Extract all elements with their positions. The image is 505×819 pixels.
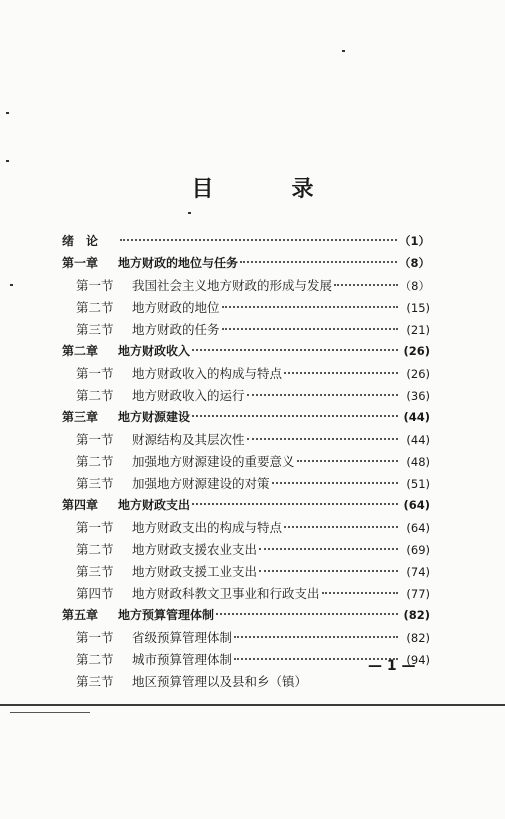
dot-leader bbox=[247, 438, 398, 440]
toc-entry-page: (26) bbox=[403, 344, 430, 358]
toc-section-row bbox=[62, 364, 430, 386]
dot-leader bbox=[192, 349, 398, 351]
toc-entry-title: 地方财政的地位 bbox=[132, 300, 220, 315]
toc-entry-title: 地方财政的地位与任务 bbox=[118, 256, 239, 270]
speck bbox=[188, 212, 191, 214]
toc-entry-page: (21) bbox=[406, 323, 430, 337]
toc-entry-page: (82) bbox=[403, 608, 430, 622]
toc-entry-number: 第一节 bbox=[76, 630, 114, 645]
toc-entry-page: (44) bbox=[406, 433, 430, 447]
toc-section-row bbox=[62, 474, 430, 496]
dot-leader bbox=[259, 570, 398, 572]
toc-entry-title: 地方财政收入 bbox=[118, 344, 191, 358]
toc-entry-title: 地方预算管理体制 bbox=[118, 608, 215, 622]
speck bbox=[6, 160, 9, 162]
toc-section-row bbox=[62, 584, 430, 606]
toc-entry-title: 地方财政收入的运行 bbox=[132, 388, 245, 403]
page-title: 目 录 bbox=[191, 177, 342, 202]
toc-entry-page: (82) bbox=[406, 631, 430, 645]
toc-entry-number: 第一节 bbox=[76, 366, 114, 381]
toc-entry-page: (15) bbox=[406, 301, 430, 315]
toc-chapter-row bbox=[62, 232, 430, 254]
toc-entry-page: （8） bbox=[398, 256, 430, 270]
dot-leader bbox=[222, 328, 398, 330]
toc-section-row bbox=[62, 386, 430, 408]
speck bbox=[10, 284, 13, 286]
page-number: — 1 — bbox=[368, 658, 416, 674]
toc-section-row bbox=[62, 298, 430, 320]
toc-entry-page: (36) bbox=[406, 389, 430, 403]
toc-chapter-row bbox=[62, 496, 430, 518]
toc-entry-title: 地方财政科教文卫事业和行政支出 bbox=[132, 586, 320, 601]
toc-entry-title: 加强地方财源建设的对策 bbox=[132, 476, 270, 491]
dot-leader bbox=[284, 372, 398, 374]
toc-entry-title: 地方财政支援工业支出 bbox=[132, 564, 258, 579]
dot-leader bbox=[120, 239, 397, 241]
toc-entry-number: 第三节 bbox=[76, 674, 114, 689]
toc-section-row bbox=[62, 540, 430, 562]
dot-leader bbox=[240, 261, 397, 263]
toc-entry-title: 地区预算管理以及县和乡（镇） bbox=[132, 674, 308, 689]
toc-entry-title: 我国社会主义地方财政的形成与发展 bbox=[132, 278, 333, 293]
toc-entry-number: 第四章 bbox=[62, 498, 99, 512]
toc-entry-page: (26) bbox=[406, 367, 430, 381]
toc-entry-number: 第三节 bbox=[76, 322, 114, 337]
toc-entry-title: 财源结构及其层次性 bbox=[132, 432, 245, 447]
bottom-rule-short bbox=[10, 712, 90, 713]
dot-leader bbox=[322, 592, 398, 594]
dot-leader bbox=[192, 503, 398, 505]
dot-leader bbox=[334, 284, 398, 286]
toc-chapter-row bbox=[62, 254, 430, 276]
toc-section-row bbox=[62, 320, 430, 342]
toc-entry-page: (69) bbox=[406, 543, 430, 557]
toc-entry-title: 加强地方财源建设的重要意义 bbox=[132, 454, 295, 469]
toc-entry-title: 地方财源建设 bbox=[118, 410, 191, 424]
toc-entry-number: 第一节 bbox=[76, 432, 114, 447]
toc-entry-number: 第三节 bbox=[76, 564, 114, 579]
toc-entry-number: 第四节 bbox=[76, 586, 114, 601]
toc-entry-number: 第五章 bbox=[62, 608, 99, 622]
toc-entry-page: (64) bbox=[406, 521, 430, 535]
dot-leader bbox=[284, 526, 398, 528]
toc-entry-page: (48) bbox=[406, 455, 430, 469]
bottom-rule bbox=[0, 704, 505, 706]
toc-chapter-row bbox=[62, 606, 430, 628]
toc-entry-number: 第二节 bbox=[76, 454, 114, 469]
speck bbox=[342, 50, 345, 52]
toc-section-row bbox=[62, 276, 430, 298]
toc-entry-number: 第二节 bbox=[76, 652, 114, 667]
toc-chapter-row bbox=[62, 342, 430, 364]
toc-entry-number: 第一节 bbox=[76, 278, 114, 293]
toc-entry-number: 第二节 bbox=[76, 388, 114, 403]
dot-leader bbox=[234, 636, 398, 638]
toc-entry-number: 第一节 bbox=[76, 520, 114, 535]
toc-entry-number: 第一章 bbox=[62, 256, 99, 270]
toc-entry-title: 地方财政的任务 bbox=[132, 322, 220, 337]
toc-entry-page: (64) bbox=[403, 498, 430, 512]
toc-entry-page: (77) bbox=[406, 587, 430, 601]
toc-entry-page: (74) bbox=[406, 565, 430, 579]
toc-section-row bbox=[62, 672, 430, 694]
dot-leader bbox=[247, 394, 398, 396]
toc-entry-page: (51) bbox=[406, 477, 430, 491]
speck bbox=[6, 112, 9, 114]
toc-entry-number: 第二节 bbox=[76, 542, 114, 557]
toc-entry-number: 第二节 bbox=[76, 300, 114, 315]
toc-entry-title: 城市预算管理体制 bbox=[132, 652, 233, 667]
toc-section-row bbox=[62, 562, 430, 584]
toc-entry-number: 第三章 bbox=[62, 410, 99, 424]
toc-entry-page: (94) bbox=[406, 653, 430, 667]
dot-leader bbox=[297, 460, 398, 462]
toc-section-row bbox=[62, 628, 430, 650]
toc-entry-page: （1） bbox=[398, 234, 430, 248]
toc-entry-title: 地方财政收入的构成与特点 bbox=[132, 366, 283, 381]
toc-entry-number: 绪 论 bbox=[62, 234, 99, 248]
toc-entry-title: 地方财政支出的构成与特点 bbox=[132, 520, 283, 535]
dot-leader bbox=[222, 306, 398, 308]
toc-chapter-row bbox=[62, 408, 430, 430]
toc-entry-number: 第三节 bbox=[76, 476, 114, 491]
toc-section-row bbox=[62, 430, 430, 452]
toc-section-row bbox=[62, 452, 430, 474]
dot-leader bbox=[216, 613, 398, 615]
dot-leader bbox=[259, 548, 398, 550]
dot-leader bbox=[192, 415, 398, 417]
toc-entry-page: （8） bbox=[399, 279, 430, 293]
toc-entry-title: 地方财政支出 bbox=[118, 498, 191, 512]
toc-entry-number: 第二章 bbox=[62, 344, 99, 358]
toc-section-row bbox=[62, 518, 430, 540]
toc-entry-title: 省级预算管理体制 bbox=[132, 630, 233, 645]
dot-leader bbox=[272, 482, 398, 484]
toc-entry-title: 地方财政支援农业支出 bbox=[132, 542, 258, 557]
toc-entry-page: (44) bbox=[403, 410, 430, 424]
table-of-contents bbox=[62, 232, 430, 694]
